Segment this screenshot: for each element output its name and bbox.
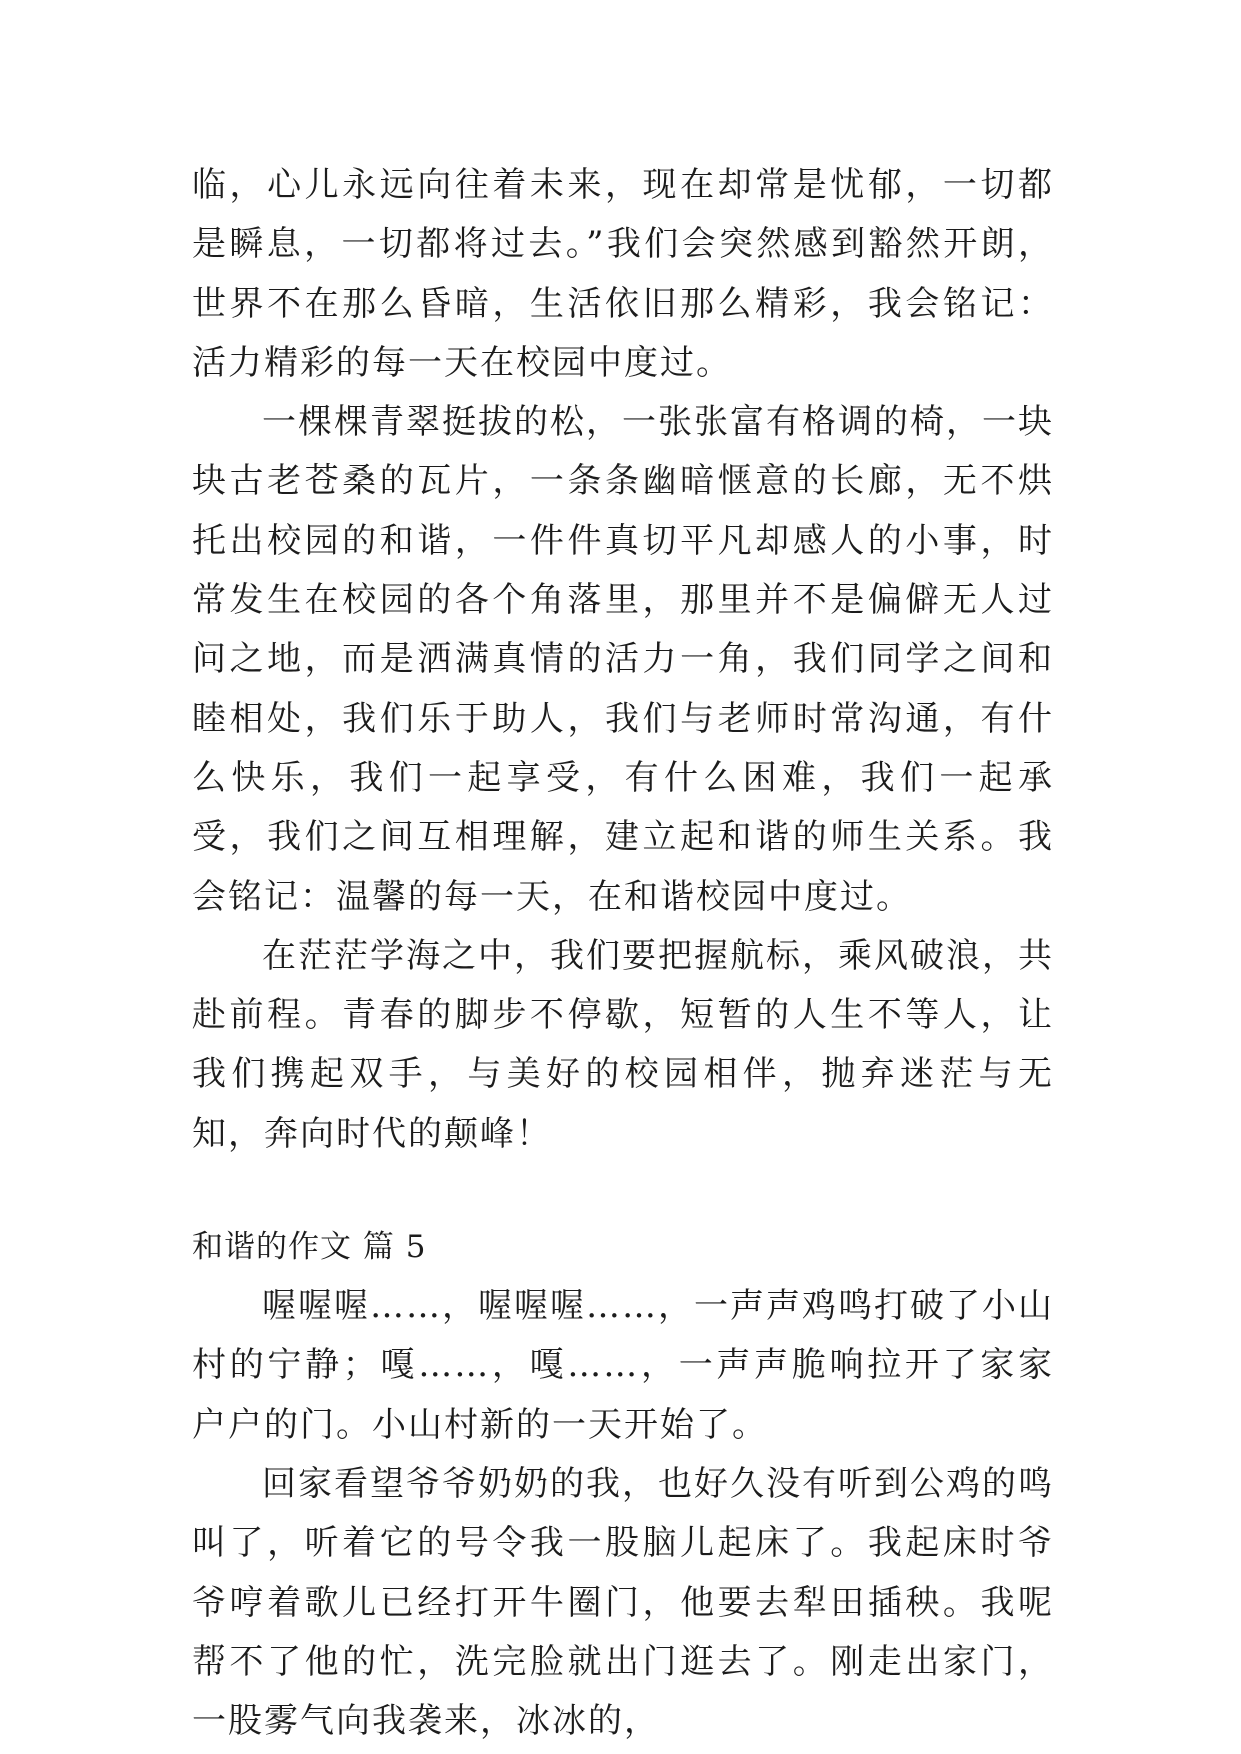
paragraph-1: 临，心儿永远向往着未来，现在却常是忧郁，一切都是瞬息，一切都将过去。”我们会突然感到豁然开朗，世界不在那么昏暗，生活依旧那么精彩，我会铭记：活力精彩的每一天在校园中度过。 [192, 165, 1054, 383]
paragraph-5: 回家看望爷爷奶奶的我，也好久没有听到公鸡的鸣叫了，听着它的号令我一股脑儿起床了。我起床时爷爷哼着歌儿已经打开牛圈门，他要去犁田插秧。我呢帮不了他的忙，洗完脸就出门逛去了。刚走出家门，一股雾气向我袭来，冰冰的， [192, 1463, 1054, 1742]
paragraph-2: 一棵棵青翠挺拔的松，一张张富有格调的椅，一块块古老苍桑的瓦片，一条条幽暗惬意的长廊，无不烘托出校园的和谐，一件件真切平凡却感人的小事，时常发生在校园的各个角落里，那里并不是偏僻无人过问之地，而是洒满真情的活力一角，我们同学之间和睦相处，我们乐于助人，我们与老师时常沟通，有什么快乐，我们一起享受，有什么困难，我们一起承受，我们之间互相理解，建立起和谐的师生关系。我会铭记：温馨的每一天，在和谐校园中度过。 [192, 402, 1054, 917]
document-body [192, 156, 1054, 1751]
paragraph-4: 喔喔喔……，喔喔喔……，一声声鸡鸣打破了小山村的宁静；嘎……，嘎……，一声声脆响拉开了家家户户的门。小山村新的一天开始了。 [192, 1286, 1054, 1445]
section-heading: 和谐的作文 篇 5 [192, 1229, 427, 1266]
section-spacer [192, 1164, 1054, 1218]
paragraph-3: 在茫茫学海之中，我们要把握航标，乘风破浪，共赴前程。青春的脚步不停歇，短暂的人生不等人，让我们携起双手，与美好的校园相伴，抛弃迷茫与无知，奔向时代的颠峰！ [192, 935, 1054, 1154]
